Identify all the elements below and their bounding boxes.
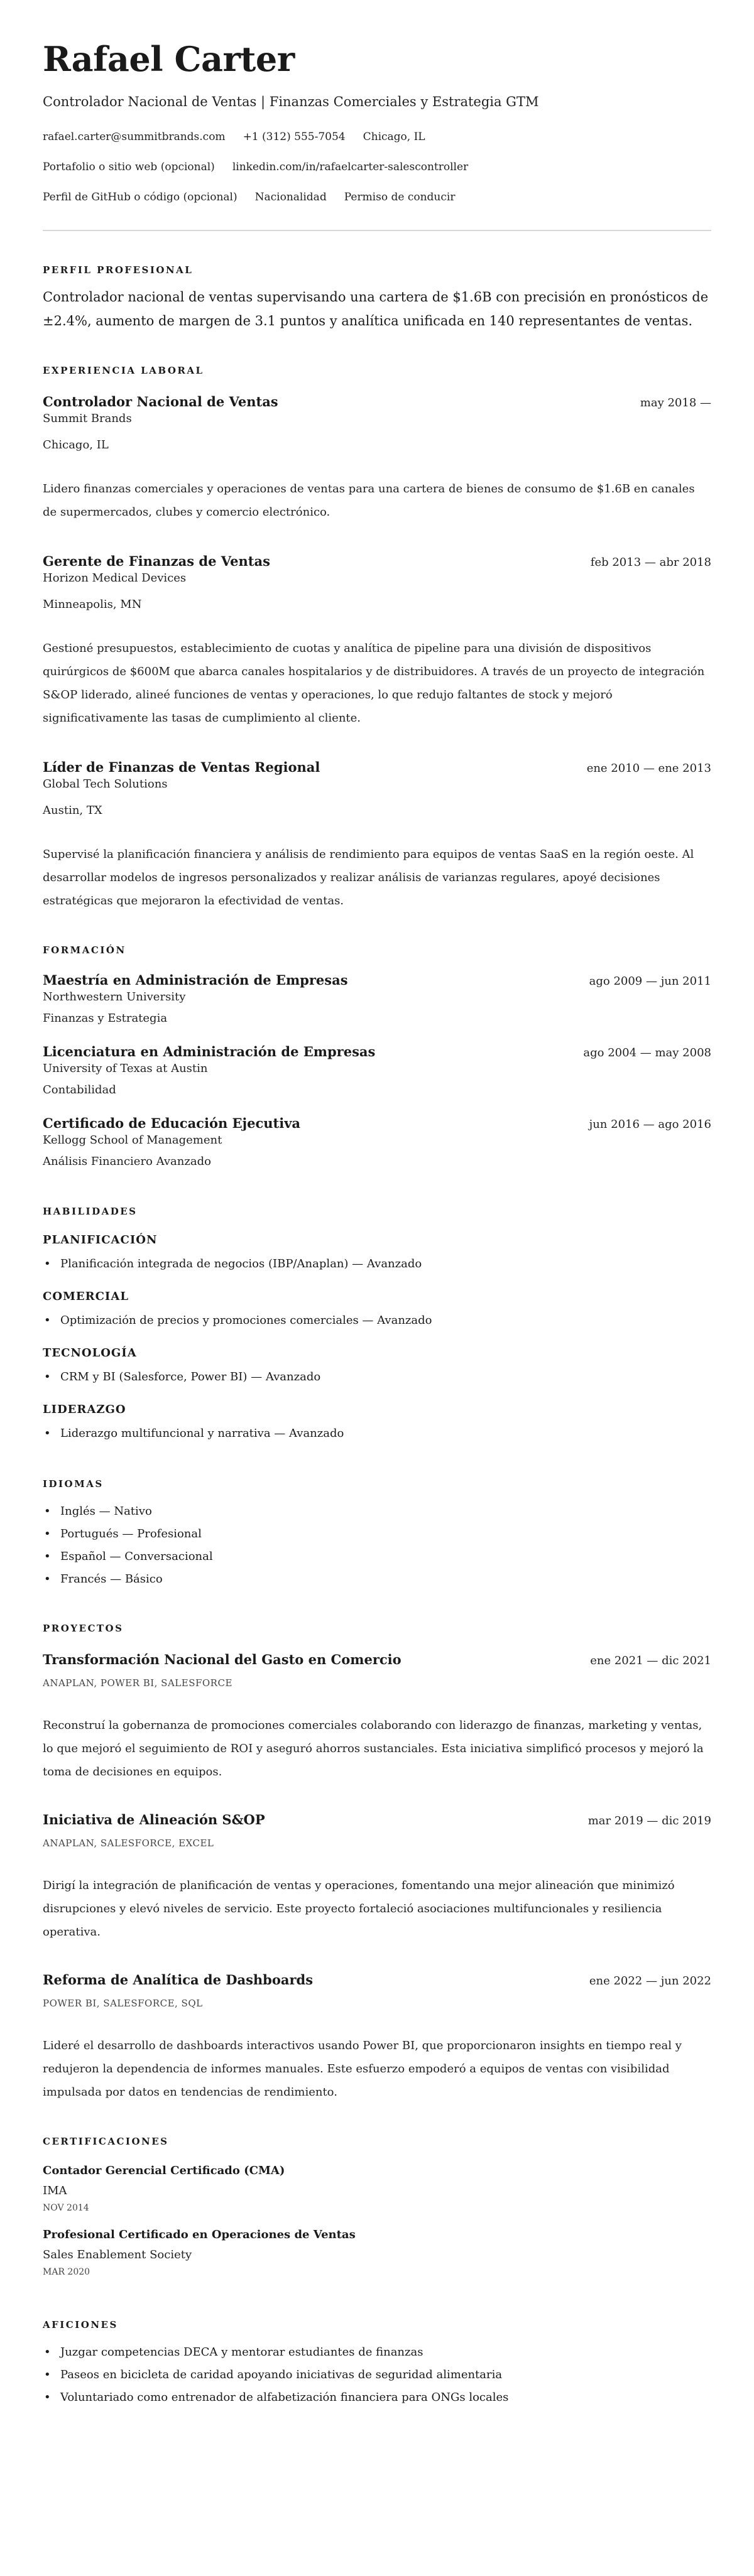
- project-tags: ANAPLAN, SALESFORCE, EXCEL: [43, 1837, 214, 1849]
- education-entry: [43, 1115, 711, 1170]
- language-item: • Inglés — Nativo: [43, 1500, 711, 1523]
- github: Perfil de GitHub o código (opcional): [43, 191, 238, 203]
- job-description: Gestioné presupuestos, establecimiento de cuotas y analítica de pipeline para una división de dispositivos quirúrgicos de $600M que abarca canales hospitalarios y de distribuidores. A través de un proyecto de integración S&OP liderado, alineé funciones de ventas y operaciones, lo que redujo faltantes de stock y mejoró significativamente las tasas de cumplimiento al cliente.: [43, 642, 705, 725]
- contact-line: [43, 190, 711, 205]
- contact-line: [43, 160, 711, 175]
- project-tags: POWER BI, SALESFORCE, SQL: [43, 1998, 203, 2009]
- project-dates: mar 2019 — dic 2019: [587, 1814, 711, 1827]
- email[interactable]: rafael.carter@summitbrands.com: [43, 131, 226, 143]
- job-company: Horizon Medical Devices: [43, 571, 187, 585]
- skill-category: TECNOLOGÍA: [43, 1346, 137, 1360]
- skill-list: [43, 1422, 711, 1445]
- education-header: [43, 1115, 711, 1132]
- skill-item: • CRM y BI (Salesforce, Power BI) — Avanzado: [43, 1366, 711, 1388]
- education-title: Certificado de Educación Ejecutiva: [43, 1115, 301, 1131]
- project-dates: ene 2021 — dic 2021: [590, 1654, 711, 1667]
- section-heading: EXPERIENCIA LABORAL: [43, 365, 204, 376]
- education-title: Maestría en Administración de Empresas: [43, 972, 348, 988]
- job-location: Chicago, IL: [43, 438, 109, 452]
- hobby-item: • Paseos en bicicleta de caridad apoyando iniciativas de seguridad alimentaria: [43, 2364, 711, 2386]
- skill-category: PLANIFICACIÓN: [43, 1233, 158, 1247]
- job-title: Controlador Nacional de Ventas: [43, 394, 278, 409]
- project-dates: ene 2022 — jun 2022: [589, 1974, 711, 1988]
- job-title: Gerente de Finanzas de Ventas: [43, 553, 270, 569]
- phone: +1 (312) 555-7054: [243, 131, 346, 143]
- education-entry: [43, 971, 711, 1027]
- education-entry: [43, 1043, 711, 1098]
- nationality: Nacionalidad: [254, 191, 327, 203]
- education-field: Contabilidad: [43, 1083, 116, 1096]
- job-entry: [43, 759, 711, 912]
- job-header: [43, 553, 711, 570]
- project-title: Reforma de Analítica de Dashboards: [43, 1972, 314, 1988]
- project-description: Lideré el desarrollo de dashboards interactivos usando Power BI, que proporcionaron insights en tiempo real y redujeron la dependencia de informes manuales. Este esfuerzo empoderó a equipos de ventas con visibilidad impulsada por datos en tendencias de rendimiento.: [43, 2039, 682, 2099]
- section-heading: FORMACIÓN: [43, 944, 126, 956]
- skill-category: COMERCIAL: [43, 1290, 129, 1303]
- project-header: [43, 1971, 711, 1989]
- hobby-item: • Voluntariado como entrenador de alfabetización financiera para ONGs locales: [43, 2386, 711, 2409]
- location: Chicago, IL: [363, 131, 425, 143]
- certification-date: NOV 2014: [43, 2203, 89, 2213]
- education-school: Kellogg School of Management: [43, 1134, 222, 1147]
- section-heading: AFICIONES: [43, 2319, 118, 2330]
- certification-date: MAR 2020: [43, 2267, 90, 2277]
- project-entry: [43, 1811, 711, 1944]
- project-entry: [43, 1651, 711, 1783]
- job-company: Global Tech Solutions: [43, 777, 168, 791]
- section-heading: CERTIFICACIONES: [43, 2136, 169, 2147]
- project-description: Dirigí la integración de planificación de ventas y operaciones, fomentando una mejor alineación que minimizó disrupciones y elevó niveles de servicio. Este proyecto fortaleció asociaciones multifuncionales y resiliencia operativa.: [43, 1879, 675, 1939]
- job-entry: [43, 393, 711, 524]
- job-location: Austin, TX: [43, 804, 102, 817]
- project-tags: ANAPLAN, POWER BI, SALESFORCE: [43, 1677, 232, 1689]
- education-dates: ago 2004 — may 2008: [583, 1046, 711, 1059]
- skill-list: [43, 1366, 711, 1388]
- summary-text: Controlador nacional de ventas supervisando una cartera de $1.6B con precisión en pronósticos de ±2.4%, aumento de margen de 3.1 puntos y analítica unificada en 140 representantes de ventas.: [43, 290, 709, 328]
- portfolio: Portafolio o sitio web (opcional): [43, 161, 215, 173]
- section-heading: IDIOMAS: [43, 1478, 104, 1490]
- headline: Controlador Nacional de Ventas | Finanzas Comerciales y Estrategia GTM: [43, 94, 539, 109]
- job-title: Líder de Finanzas de Ventas Regional: [43, 759, 320, 775]
- skill-item: • Liderazgo multifuncional y narrativa — Avanzado: [43, 1422, 711, 1445]
- linkedin-link[interactable]: linkedin.com/in/rafaelcarter-salescontroller: [232, 161, 469, 173]
- job-entry: [43, 553, 711, 730]
- contact-line: [43, 129, 711, 144]
- job-header: [43, 759, 711, 776]
- project-entry: [43, 1971, 711, 2104]
- education-school: University of Texas at Austin: [43, 1062, 208, 1075]
- language-item: • Español — Conversacional: [43, 1545, 711, 1568]
- section-heading: PERFIL PROFESIONAL: [43, 264, 194, 276]
- education-title: Licenciatura en Administración de Empresas: [43, 1044, 376, 1059]
- drivers-license: Permiso de conducir: [344, 191, 456, 203]
- project-description: Reconstruí la gobernanza de promociones comerciales colaborando con liderazgo de finanzas, marketing y ventas, lo que mejoró el seguimiento de ROI y aseguró ahorros sustanciales. Esta iniciativa simplificó procesos y mejoró la toma de decisiones en equipos.: [43, 1719, 704, 1778]
- skill-list: [43, 1309, 711, 1332]
- education-school: Northwestern University: [43, 990, 186, 1004]
- education-header: [43, 1043, 711, 1061]
- language-item: • Francés — Básico: [43, 1568, 711, 1591]
- education-header: [43, 971, 711, 989]
- name: Rafael Carter: [43, 39, 295, 79]
- job-header: [43, 393, 711, 411]
- job-dates: ene 2010 — ene 2013: [586, 762, 711, 775]
- education-dates: jun 2016 — ago 2016: [589, 1118, 711, 1131]
- job-location: Minneapolis, MN: [43, 598, 142, 611]
- certification-entry: [43, 2163, 711, 2213]
- job-dates: may 2018 —: [640, 396, 711, 409]
- project-title: Transformación Nacional del Gasto en Comercio: [43, 1652, 402, 1667]
- skill-item: • Planificación integrada de negocios (IBP/Anaplan) — Avanzado: [43, 1253, 711, 1275]
- skill-category: LIDERAZGO: [43, 1403, 126, 1416]
- education-dates: ago 2009 — jun 2011: [589, 975, 711, 988]
- divider: [43, 230, 711, 231]
- project-title: Iniciativa de Alineación S&OP: [43, 1812, 265, 1827]
- hobby-item: • Juzgar competencias DECA y mentorar estudiantes de finanzas: [43, 2341, 711, 2364]
- language-item: • Portugués — Profesional: [43, 1523, 711, 1545]
- certification-title: Contador Gerencial Certificado (CMA): [43, 2164, 285, 2177]
- job-company: Summit Brands: [43, 412, 132, 425]
- section-heading: HABILIDADES: [43, 1206, 138, 1217]
- job-description: Lidero finanzas comerciales y operaciones de ventas para una cartera de bienes de consumo de $1.6B en canales de supermercados, clubes y comercio electrónico.: [43, 482, 695, 519]
- skill-list: [43, 1253, 711, 1275]
- skill-item: • Optimización de precios y promociones comerciales — Avanzado: [43, 1309, 711, 1332]
- certification-title: Profesional Certificado en Operaciones de Ventas: [43, 2228, 356, 2241]
- certification-entry: [43, 2227, 711, 2277]
- section-heading: PROYECTOS: [43, 1623, 124, 1634]
- job-description: Supervisé la planificación financiera y análisis de rendimiento para equipos de ventas SaaS en la región oeste. Al desarrollar modelos de ingresos personalizados y realizar análisis de varianzas regulares, apoyé decisiones estratégicas que mejoraron la efectividad de ventas.: [43, 848, 694, 907]
- project-header: [43, 1651, 711, 1669]
- certification-issuer: IMA: [43, 2184, 67, 2197]
- certification-issuer: Sales Enablement Society: [43, 2248, 192, 2261]
- project-header: [43, 1811, 711, 1829]
- job-dates: feb 2013 — abr 2018: [590, 556, 711, 569]
- education-field: Análisis Financiero Avanzado: [43, 1155, 211, 1168]
- education-field: Finanzas y Estrategia: [43, 1012, 168, 1025]
